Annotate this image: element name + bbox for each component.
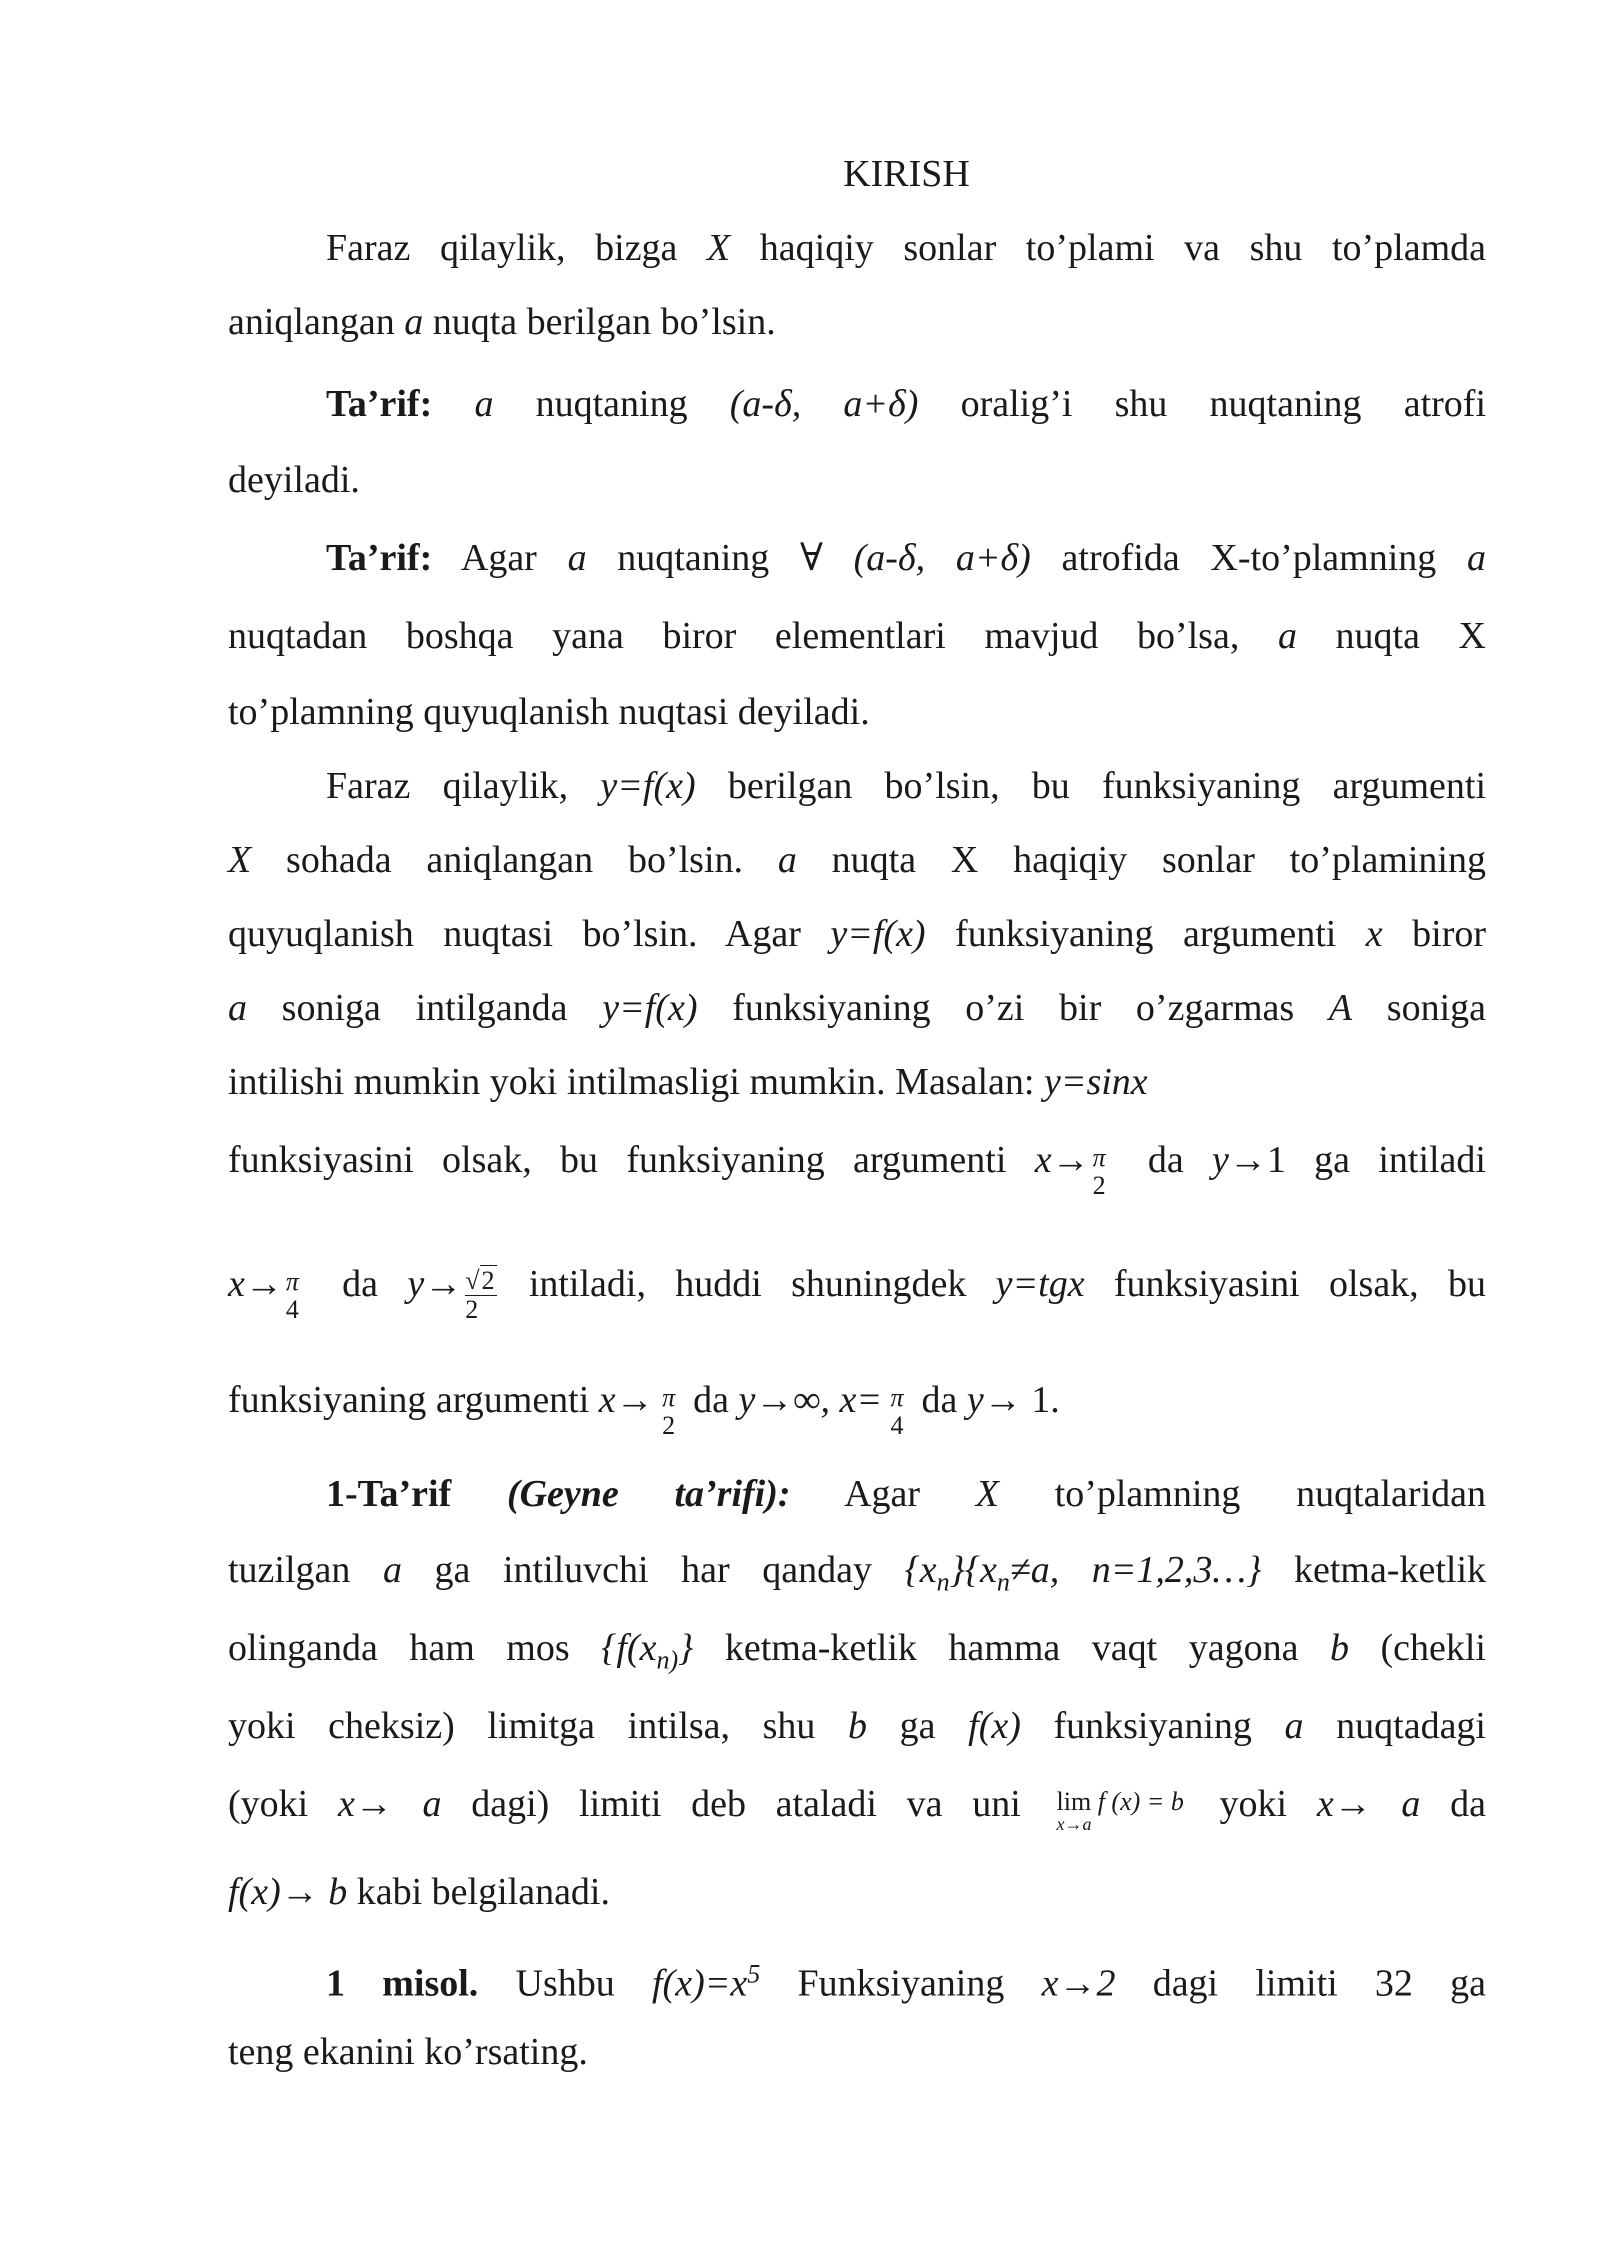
example-label: 1 misol. [326, 1962, 479, 2005]
paragraph-2-line-8: funksiyaning argumenti x→ π 2 da y→∞, x= π 4 da y→ 1. [228, 1379, 1060, 1440]
definition-3-line-5: (yoki x→ a dagi) limiti deb ataladi va uni lim f (x) = b x→a yoki x→ a da [228, 1783, 1487, 1834]
fraction-pi-over-4: π 4 [285, 1267, 299, 1324]
fraction-pi-over-2: π 2 [1092, 1143, 1106, 1200]
definition-1-line-2: deyiladi. [228, 459, 360, 501]
fraction-pi-over-4: π 4 [890, 1383, 904, 1440]
paragraph-2-line-2: X sohada aniqlangan bo’lsin. a nuqta X haqiqiy sonlar to’plamining [228, 839, 1486, 881]
definition-3-line-3: olinganda ham mos {$f(x_{n)}\}$ ketma-ketlik hamma vaqt yagona b (chekli [228, 1627, 1486, 1675]
paragraph-2-line-4: a soniga intilganda y=f(x) funksiyaning o’zi bir o’zgarmas A soniga [228, 987, 1486, 1029]
definition-label: Ta’rif: [326, 537, 433, 579]
fraction-pi-over-2: π 2 [662, 1383, 676, 1440]
definition-3-line-1: 1-Ta’rif (Geyne ta’rifi): Agar X to’plamning nuqtalaridan [326, 1473, 1486, 1515]
paragraph-2-line-3: quyuqlanish nuqtasi bo’lsin. Agar y=f(x) funksiyaning argumenti x biror [228, 913, 1487, 955]
definition-2-line-3: to’plamning quyuqlanish nuqtasi deyiladi. [228, 691, 870, 733]
fraction-sqrt2-over-2: $\frac{√2}{2}$ [465, 1266, 495, 1324]
paragraph-2-line-6: funksiyasini olsak, bu funksiyaning argumenti x→ π 2 da y→1 ga intiladi [228, 1139, 1486, 1200]
paragraph-1-line-1: Faraz qilaylik, bizga X haqiqiy sonlar to’plami va shu to’plamda [326, 227, 1487, 269]
paragraph-1-line-2: aniqlangan a nuqta berilgan bo’lsin. [228, 301, 776, 343]
definition-3-line-4: yoki cheksiz) limitga intilsa, shu b ga f(x) funksiyaning a nuqtadagi [228, 1705, 1486, 1747]
paragraph-2-line-5: intilishi mumkin yoki intilmasligi mumkin. Masalan: y=sinx [228, 1061, 1148, 1103]
definition-label: Ta’rif: [326, 383, 433, 425]
paragraph-2-line-7: x→ π 4 da y→ $\frac{√2}{2}$ intiladi, huddi shuningdek y=tgx funksiyasini olsak, bu [228, 1263, 1486, 1324]
page-title: KIRISH [843, 153, 970, 195]
definition-3-line-6: f(x)→ b kabi belgilanadi. [228, 1871, 610, 1913]
example-1-line-1: 1 misol. Ushbu $f(x)=x^5$ Funksiyaning x→2 dagi limiti 32 ga [326, 1959, 1487, 2005]
definition-3-line-2: tuzilgan a ga intiluvchi har qanday $\{x_n\}\{x_n\ne a$, n=1,2,3…} ketma-ketlik [228, 1549, 1487, 1597]
limit-expression: lim f (x) = b x→a [1056, 1787, 1184, 1834]
paragraph-2-line-1: Faraz qilaylik, y=f(x) berilgan bo’lsin, bu funksiyaning argumenti [326, 765, 1487, 807]
definition-label: 1-Ta’rif [326, 1473, 452, 1515]
definition-2-line-2: nuqtadan boshqa yana biror elementlari mavjud bo’lsa, a nuqta X [228, 615, 1486, 657]
definition-2-line-1: Ta’rif: Agar a nuqtaning ∀ (a-δ, a+δ) atrofida X-to’plamning a [326, 537, 1486, 579]
example-1-line-2: teng ekanini ko’rsating. [228, 2031, 588, 2073]
definition-1-line-1: Ta’rif: a nuqtaning (a-δ, a+δ) oralig’i shu nuqtaning atrofi [326, 383, 1487, 425]
